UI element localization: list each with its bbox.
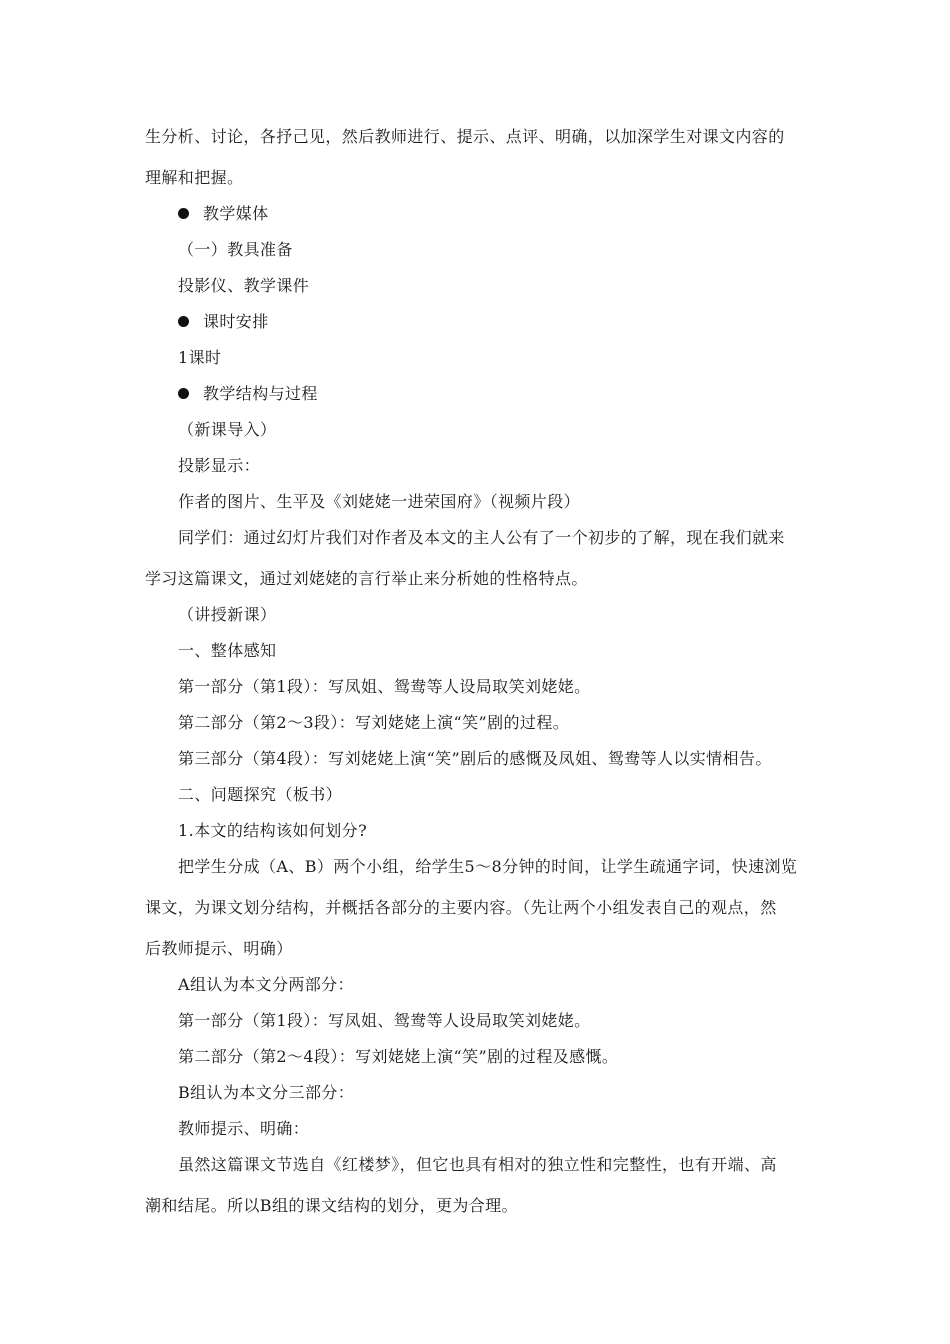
- paragraph-line: [0, 1011, 950, 1031]
- section-heading-teaching-media: [0, 204, 950, 224]
- paragraph-line: [0, 168, 950, 188]
- text: 后教师提示、明确）: [145, 939, 293, 958]
- paragraph-line: [0, 528, 950, 548]
- text: 第一部分（第1段）：写凤姐、鸳鸯等人设局取笑刘姥姥。: [178, 1011, 591, 1030]
- paragraph-line: [0, 713, 950, 733]
- paragraph-line: [0, 492, 950, 512]
- paragraph-line: [0, 1047, 950, 1067]
- subheading-line: [0, 420, 950, 440]
- text: 同学们：通过幻灯片我们对作者及本文的主人公有了一个初步的了解，现在我们就来: [178, 528, 785, 547]
- paragraph-line: [0, 1196, 950, 1216]
- text: （讲授新课）: [178, 605, 277, 624]
- text: 二、问题探究（板书）: [178, 785, 343, 804]
- bullet-icon: [178, 388, 189, 399]
- text: （一）教具准备: [178, 240, 293, 259]
- paragraph-line: [0, 857, 950, 877]
- text: 投影显示：: [178, 456, 261, 475]
- paragraph-line: [0, 569, 950, 589]
- paragraph-line: [0, 785, 950, 805]
- text: 生分析、讨论，各抒己见，然后教师进行、提示、点评、明确，以加深学生对课文内容的: [145, 127, 785, 146]
- text: （新课导入）: [178, 420, 277, 439]
- bullet-icon: [178, 208, 189, 219]
- text: 潮和结尾。所以B组的课文结构的划分，更为合理。: [145, 1196, 518, 1215]
- paragraph-line: [0, 821, 950, 841]
- bullet-icon: [178, 316, 189, 327]
- subheading-line: [0, 240, 950, 260]
- paragraph-line: [0, 975, 950, 995]
- text: 教师提示、明确：: [178, 1119, 310, 1138]
- text: 投影仪、教学课件: [178, 276, 310, 295]
- heading-text: 教学结构与过程: [203, 384, 318, 403]
- text: 理解和把握。: [145, 168, 244, 187]
- paragraph-line: [0, 276, 950, 296]
- paragraph-line: [0, 749, 950, 769]
- text: 1.本文的结构该如何划分?: [178, 821, 368, 840]
- subheading-line: [0, 605, 950, 625]
- text: 课文，为课文划分结构，并概括各部分的主要内容。（先让两个小组发表自己的观点，然: [145, 898, 777, 917]
- paragraph-line: [0, 677, 950, 697]
- heading-text: 课时安排: [203, 312, 269, 331]
- text: 第三部分（第4段）：写刘姥姥上演“笑”剧后的感慨及凤姐、鸳鸯等人以实情相告。: [178, 749, 772, 768]
- text: 第一部分（第1段）：写凤姐、鸳鸯等人设局取笑刘姥姥。: [178, 677, 591, 696]
- paragraph-line: [0, 939, 950, 959]
- paragraph-line: [0, 348, 950, 368]
- text: 作者的图片、生平及《刘姥姥一进荣国府》（视频片段）: [178, 492, 581, 511]
- paragraph-line: [0, 1083, 950, 1103]
- paragraph-line: [0, 1119, 950, 1139]
- text: B组认为本文分三部分：: [178, 1083, 355, 1102]
- text: 一、整体感知: [178, 641, 277, 660]
- paragraph-line: [0, 641, 950, 661]
- text: 把学生分成（A、B）两个小组，给学生5～8分钟的时间，让学生疏通字词，快速浏览: [178, 857, 798, 876]
- paragraph-line: [0, 456, 950, 476]
- paragraph-line: [0, 127, 950, 147]
- heading-text: 教学媒体: [203, 204, 269, 223]
- paragraph-line: [0, 1155, 950, 1175]
- paragraph-line: [0, 898, 950, 918]
- section-heading-structure: [0, 384, 950, 404]
- text: 第二部分（第2～3段）：写刘姥姥上演“笑”剧的过程。: [178, 713, 570, 732]
- section-heading-schedule: [0, 312, 950, 332]
- text: 虽然这篇课文节选自《红楼梦》，但它也具有相对的独立性和完整性，也有开端、高: [178, 1155, 777, 1174]
- text: 1课时: [178, 348, 222, 367]
- text: 学习这篇课文，通过刘姥姥的言行举止来分析她的性格特点。: [145, 569, 588, 588]
- text: 第二部分（第2～4段）：写刘姥姥上演“笑”剧的过程及感慨。: [178, 1047, 619, 1066]
- text: A组认为本文分两部分：: [178, 975, 354, 994]
